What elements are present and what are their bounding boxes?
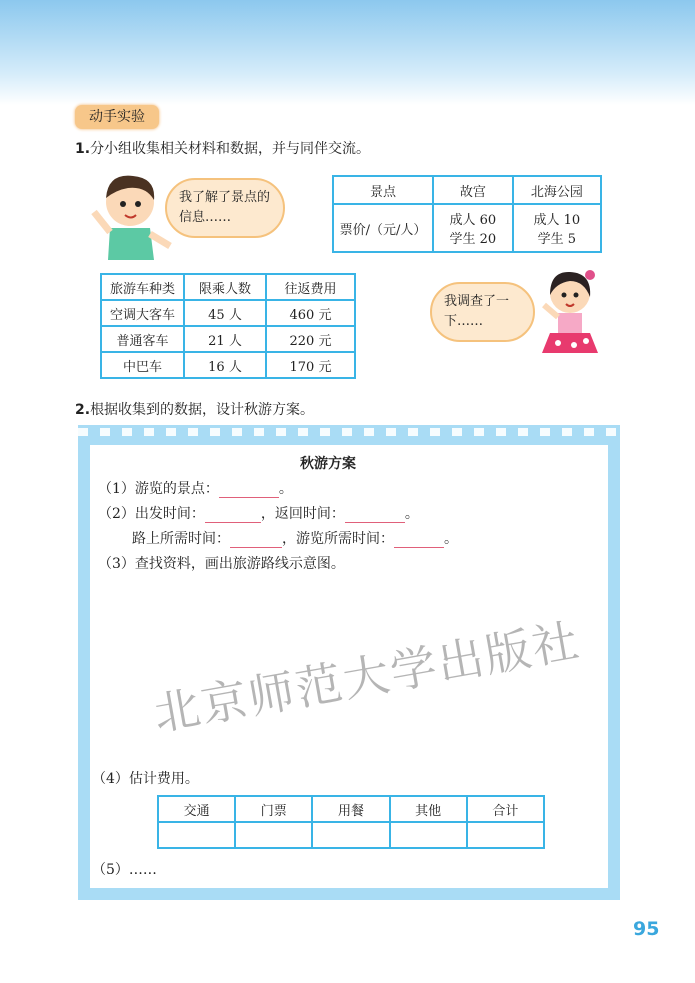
table-header: 其他 — [390, 796, 467, 822]
plan-item-5: （5）…… — [92, 862, 157, 878]
price-adult: 成人 10 — [533, 213, 581, 228]
table-cell: 45 人 — [184, 300, 266, 326]
return-time-blank[interactable] — [345, 509, 405, 523]
table-row — [101, 352, 355, 378]
section-tag: 动手实验 — [75, 105, 159, 129]
table-header: 交通 — [158, 796, 235, 822]
row-label: 票价/（元/人） — [333, 204, 433, 252]
table-cell — [433, 204, 513, 252]
table-cell: 普通客车 — [101, 326, 184, 352]
period: 。 — [278, 481, 293, 497]
boy-illustration — [88, 168, 173, 263]
plan-item-2 — [98, 503, 419, 523]
question-text: 根据收集到的数据，设计秋游方案。 — [90, 402, 315, 418]
top-banner — [0, 0, 695, 105]
scenic-spot-blank[interactable] — [219, 484, 279, 498]
cost-cell[interactable] — [235, 822, 312, 848]
table-cell: 21 人 — [184, 326, 266, 352]
cost-cell[interactable] — [158, 822, 235, 848]
table-header: 门票 — [235, 796, 312, 822]
label: 路上所需时间： — [132, 531, 230, 547]
label: （1）游览的景点： — [98, 481, 219, 497]
table-cell: 170 元 — [266, 352, 355, 378]
table-cell — [513, 204, 601, 252]
table-header: 往返费用 — [266, 274, 355, 300]
cost-cell[interactable] — [390, 822, 467, 848]
price-student: 学生 5 — [537, 232, 577, 247]
table-header: 景点 — [333, 176, 433, 204]
price-adult: 成人 60 — [449, 213, 497, 228]
question-text: 分小组收集相关材料和数据，并与同伴交流。 — [90, 141, 371, 157]
table-header: 旅游车种类 — [101, 274, 184, 300]
table-header: 故宫 — [433, 176, 513, 204]
table-header: 合计 — [467, 796, 544, 822]
plan-title: 秋游方案 — [300, 456, 356, 472]
cost-cell[interactable] — [467, 822, 544, 848]
table-row — [101, 326, 355, 352]
plan-item-3: （3）查找资料，画出旅游路线示意图。 — [98, 556, 345, 572]
page-number: 95 — [633, 918, 660, 940]
table-header: 用餐 — [312, 796, 389, 822]
question-number: 2. — [75, 402, 91, 418]
girl-illustration — [538, 265, 603, 360]
period: 。 — [444, 531, 458, 547]
bus-table — [100, 273, 356, 379]
label: ，返回时间： — [260, 506, 345, 522]
period: 。 — [404, 506, 419, 522]
table-row — [101, 300, 355, 326]
label: （2）出发时间： — [98, 506, 205, 522]
visit-time-blank[interactable] — [394, 534, 444, 548]
girl-speech-bubble: 我调查了一下…… — [430, 282, 535, 342]
departure-time-blank[interactable] — [205, 509, 261, 523]
question-1 — [75, 138, 370, 158]
ticket-price-table — [332, 175, 602, 253]
question-2 — [75, 399, 314, 419]
travel-time-blank[interactable] — [230, 534, 282, 548]
label: ，游览所需时间： — [282, 531, 394, 547]
cost-cell[interactable] — [312, 822, 389, 848]
table-cell: 220 元 — [266, 326, 355, 352]
watermark: 北京师范大学出版社 — [149, 613, 585, 742]
question-number: 1. — [75, 141, 91, 157]
cost-table — [157, 795, 545, 849]
table-cell: 460 元 — [266, 300, 355, 326]
plan-box-border-pattern — [78, 428, 620, 436]
table-header: 限乘人数 — [184, 274, 266, 300]
table-cell: 空调大客车 — [101, 300, 184, 326]
table-cell: 16 人 — [184, 352, 266, 378]
boy-speech-bubble: 我了解了景点的信息…… — [165, 178, 285, 238]
plan-item-4: （4）估计费用。 — [92, 771, 199, 787]
plan-item-1 — [98, 478, 293, 498]
table-cell: 中巴车 — [101, 352, 184, 378]
price-student: 学生 20 — [449, 232, 497, 247]
plan-item-2-cont — [132, 528, 458, 548]
table-header: 北海公园 — [513, 176, 601, 204]
